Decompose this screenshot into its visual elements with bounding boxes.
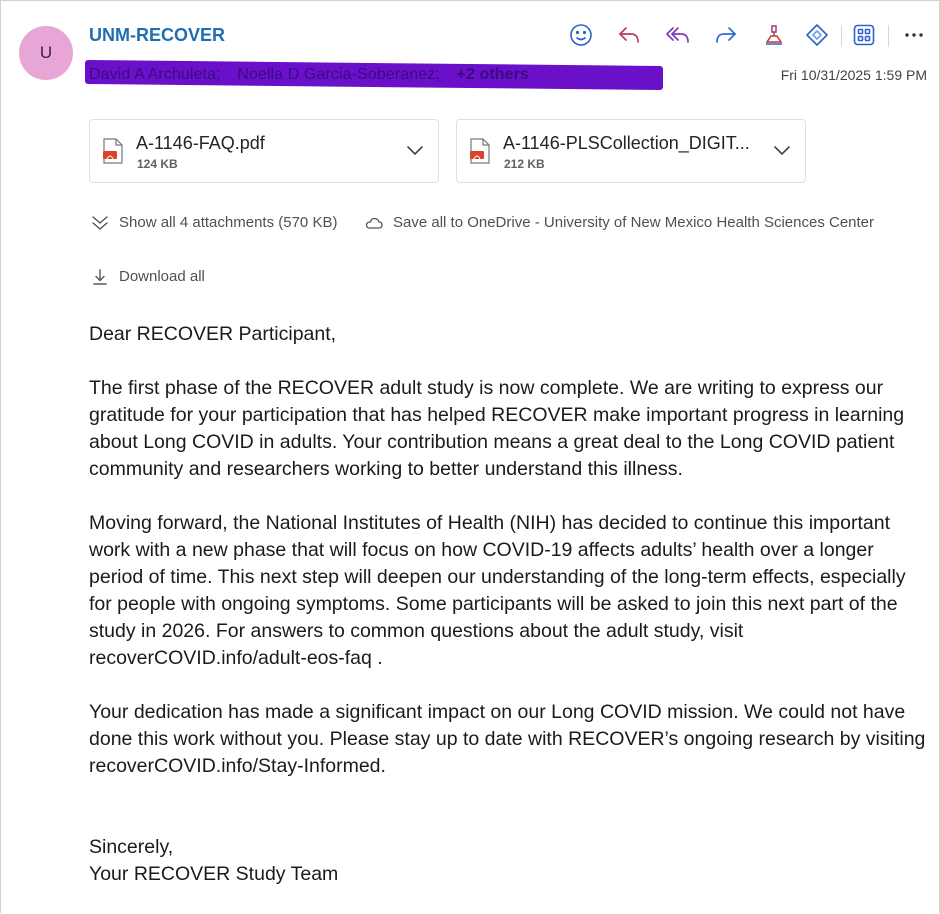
reply-all-icon xyxy=(665,24,691,46)
download-all-link[interactable] xyxy=(91,268,231,288)
paragraph: Moving forward, the National Institutes of Health (NIH) has decided to continue this important work with a new phase that will focus on how COVID-19 affects adults’ health over a longer period of time. This next step will deepen our understanding of the long-term effects, especially for people with ongoing symptoms. Some participants will be asked to join this next part of the study in 2026. For answers to common questions about the adult study, visit recoverCOVID.info/adult-eos-faq . xyxy=(89,512,906,669)
attachment-size: 124 KB xyxy=(137,157,178,171)
message-body xyxy=(89,321,929,888)
forward-icon xyxy=(714,24,738,46)
chevron-down-icon[interactable] xyxy=(773,144,791,156)
more-actions-button[interactable] xyxy=(897,19,931,51)
reply-all-button[interactable] xyxy=(661,19,695,51)
cloud-icon xyxy=(365,217,383,229)
paragraph: The first phase of the RECOVER adult study is now complete. We are writing to express our gratitude for your participation that has helped RECOVER make important progress in learning about Long COVID in adults. Your contribution means a great deal to the Long COVID patient community and researchers working to better understand this illness. xyxy=(89,377,905,480)
show-all-attachments-link[interactable] xyxy=(91,214,361,234)
categorize-button[interactable] xyxy=(800,19,834,51)
pdf-file-icon xyxy=(469,138,491,164)
avatar-initial: U xyxy=(39,43,53,62)
double-chevron-down-icon xyxy=(91,214,109,232)
apps-button[interactable] xyxy=(847,19,881,51)
chevron-down-icon[interactable] xyxy=(406,144,424,156)
reply-icon xyxy=(617,24,641,46)
attachment-size: 212 KB xyxy=(504,157,545,171)
forward-button[interactable] xyxy=(709,19,743,51)
sent-date: Fri 10/31/2025 1:59 PM xyxy=(780,67,927,83)
greeting: Dear RECOVER Participant, xyxy=(89,323,337,345)
download-all-label: Download all xyxy=(119,268,205,285)
recipients-line[interactable] xyxy=(85,63,665,87)
sign-icon xyxy=(762,23,786,47)
recipient[interactable]: Noella D Garcia-Soberanez; xyxy=(237,66,440,83)
pdf-file-icon xyxy=(102,138,124,164)
attachment-name: A-1146-PLSCollection_DIGIT... xyxy=(503,133,750,153)
save-onedrive-label: Save all to OneDrive - University of New Mexico Health Sciences Center xyxy=(393,214,875,231)
tag-icon xyxy=(805,23,829,47)
toolbar-separator xyxy=(888,25,889,47)
reply-button[interactable] xyxy=(612,19,646,51)
more-recipients-link[interactable]: +2 others xyxy=(456,66,529,83)
sender-name[interactable]: UNM-RECOVER xyxy=(89,25,226,45)
download-icon xyxy=(91,268,109,286)
avatar[interactable] xyxy=(19,26,73,80)
attachment-card[interactable] xyxy=(456,119,806,183)
save-to-onedrive-link[interactable] xyxy=(365,214,925,234)
sign-button[interactable] xyxy=(757,19,791,51)
attachment-name: A-1146-FAQ.pdf xyxy=(136,133,265,153)
recipient[interactable]: David A Archuleta; xyxy=(89,66,221,83)
apps-icon xyxy=(853,24,875,46)
signature: Your RECOVER Study Team xyxy=(89,863,339,885)
reactions-button[interactable] xyxy=(564,19,598,51)
paragraph: Your dedication has made a significant impact on our Long COVID mission. We could not have done this work without you. Please stay up to date with RECOVER’s ongoing research by visiting recoverCOVID.info/Stay-Informed. xyxy=(89,701,926,777)
smile-icon xyxy=(569,23,593,47)
attachment-card[interactable] xyxy=(89,119,439,183)
more-icon xyxy=(904,32,924,38)
toolbar-separator xyxy=(841,25,842,47)
closing: Sincerely, xyxy=(89,836,174,858)
show-all-label: Show all 4 attachments (570 KB) xyxy=(119,214,338,231)
